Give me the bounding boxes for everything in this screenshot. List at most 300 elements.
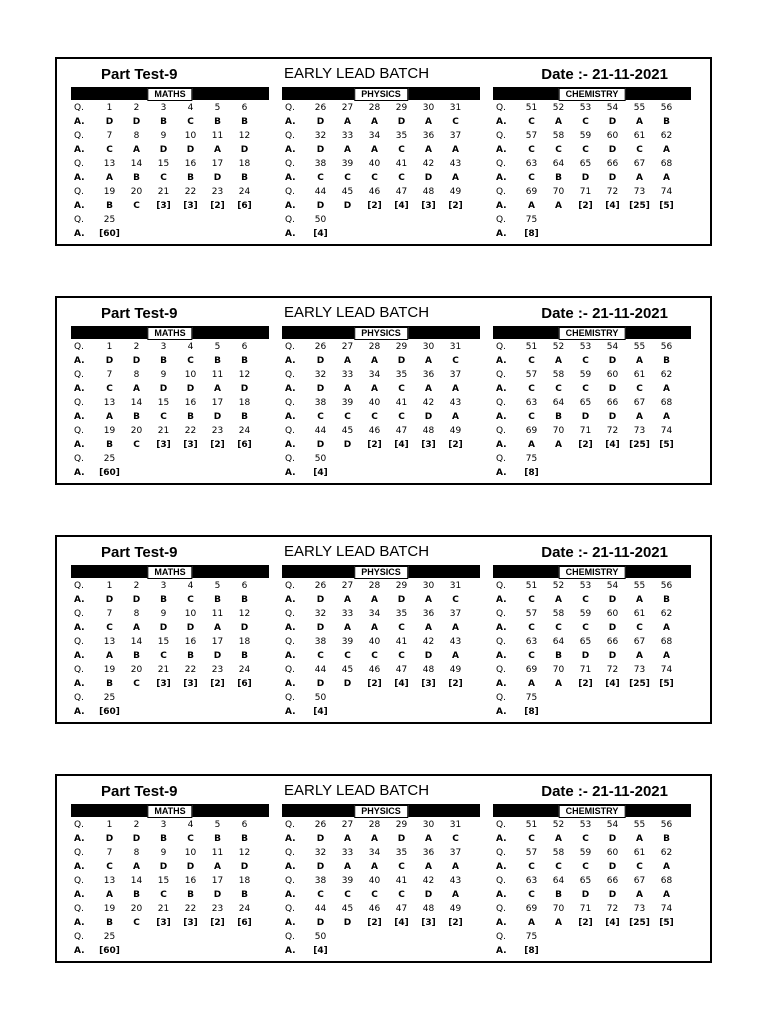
question-number-cell: 17 (211, 159, 224, 169)
row-label: A. (496, 595, 507, 605)
answer-cell: D (316, 440, 325, 450)
answer-cell: [60] (99, 707, 120, 717)
question-number-cell: 40 (368, 876, 381, 886)
question-row (282, 157, 469, 171)
answer-cell: [2] (448, 201, 463, 211)
answer-cell: A (371, 117, 378, 127)
answer-cell: B (106, 918, 113, 928)
question-number-cell: 52 (552, 342, 565, 352)
answer-cell: A (344, 862, 351, 872)
answer-cell: A (371, 384, 378, 394)
answer-table (282, 101, 469, 241)
question-number-cell: 36 (422, 370, 435, 380)
answer-cell: A (452, 890, 459, 900)
answer-cell: [4] (394, 918, 409, 928)
answer-cell: B (241, 595, 248, 605)
answer-cell: [3] (156, 201, 171, 211)
question-number-cell: 18 (238, 398, 251, 408)
answer-row (282, 171, 469, 185)
answer-cell: A (452, 145, 459, 155)
question-number-cell: 18 (238, 637, 251, 647)
row-label: Q. (496, 665, 506, 675)
answer-cell: D (397, 595, 406, 605)
question-number-cell: 13 (103, 159, 116, 169)
row-label: A. (74, 623, 85, 633)
section-label: MATHS (147, 566, 192, 579)
question-number-cell: 69 (525, 904, 538, 914)
question-number-cell: 12 (238, 131, 251, 141)
question-number-cell (334, 452, 361, 466)
question-row (493, 930, 680, 944)
answer-cell: A (425, 623, 432, 633)
question-number-cell (177, 930, 204, 944)
question-number-cell: 73 (633, 665, 646, 675)
question-number-cell (599, 452, 626, 466)
question-number-cell: 20 (130, 187, 143, 197)
question-number-cell: 46 (368, 187, 381, 197)
question-number-cell: 38 (314, 398, 327, 408)
question-number-cell (388, 691, 415, 705)
answer-cell (545, 944, 572, 958)
question-row (493, 101, 680, 115)
answer-cell (177, 466, 204, 480)
question-number-cell: 30 (422, 103, 435, 113)
answer-cell: A (555, 201, 562, 211)
answer-cell: C (582, 862, 589, 872)
answer-cell: D (316, 201, 325, 211)
question-number-cell: 40 (368, 398, 381, 408)
answer-cell: [3] (421, 679, 436, 689)
question-number-cell: 43 (449, 159, 462, 169)
answer-cell: C (398, 412, 405, 422)
answer-cell: B (241, 651, 248, 661)
question-number-cell: 70 (552, 904, 565, 914)
question-number-cell: 38 (314, 159, 327, 169)
answer-cell: A (371, 145, 378, 155)
answer-cell (599, 705, 626, 719)
question-number-cell: 16 (184, 159, 197, 169)
answer-cell: A (425, 834, 432, 844)
question-number-cell: 75 (525, 454, 538, 464)
answer-cell (150, 466, 177, 480)
answer-cell (599, 944, 626, 958)
question-number-cell: 58 (552, 370, 565, 380)
question-number-cell: 44 (314, 904, 327, 914)
row-label: Q. (496, 609, 506, 619)
answer-cell: B (160, 356, 167, 366)
answer-row (493, 705, 680, 719)
answer-row (282, 382, 469, 396)
answer-cell: A (133, 384, 140, 394)
question-number-cell: 26 (314, 820, 327, 830)
question-number-cell: 48 (422, 904, 435, 914)
answer-row (282, 621, 469, 635)
answer-row (282, 593, 469, 607)
question-number-cell (653, 691, 680, 705)
question-number-cell: 44 (314, 426, 327, 436)
question-number-cell: 59 (579, 131, 592, 141)
question-number-cell: 41 (395, 398, 408, 408)
question-number-cell: 47 (395, 904, 408, 914)
question-number-cell: 41 (395, 637, 408, 647)
row-label: A. (74, 862, 85, 872)
question-number-cell: 50 (314, 215, 327, 225)
answer-cell: D (316, 384, 325, 394)
question-row (493, 129, 680, 143)
question-number-cell (150, 213, 177, 227)
row-label: A. (496, 468, 507, 478)
row-label: Q. (496, 693, 506, 703)
question-number-cell: 30 (422, 820, 435, 830)
answer-cell: C (398, 862, 405, 872)
question-number-cell: 47 (395, 187, 408, 197)
question-number-cell: 55 (633, 103, 646, 113)
answer-cell: C (636, 623, 643, 633)
answer-cell: B (241, 117, 248, 127)
question-number-cell: 10 (184, 131, 197, 141)
question-row (71, 396, 258, 410)
answer-cell: B (663, 595, 670, 605)
question-row (493, 452, 680, 466)
row-label: A. (496, 918, 507, 928)
question-number-cell (150, 691, 177, 705)
question-number-cell: 29 (395, 581, 408, 591)
answer-cell: A (371, 862, 378, 872)
answer-row (282, 466, 469, 480)
question-number-cell: 72 (606, 187, 619, 197)
question-number-cell: 28 (368, 581, 381, 591)
question-number-cell (388, 213, 415, 227)
answer-cell: [2] (448, 679, 463, 689)
row-label: Q. (74, 932, 84, 942)
answer-cell: C (398, 145, 405, 155)
answer-cell: D (316, 623, 325, 633)
question-number-cell: 35 (395, 609, 408, 619)
answer-cell: A (452, 651, 459, 661)
question-number-cell: 42 (422, 637, 435, 647)
answer-cell (388, 705, 415, 719)
answer-cell: [4] (313, 707, 328, 717)
answer-cell: A (555, 356, 562, 366)
answer-cell: D (159, 145, 168, 155)
question-number-cell: 24 (238, 187, 251, 197)
question-number-cell: 34 (368, 131, 381, 141)
question-number-cell: 62 (660, 131, 673, 141)
question-number-cell: 16 (184, 876, 197, 886)
question-number-cell: 36 (422, 848, 435, 858)
answer-cell: D (608, 623, 617, 633)
section-physics (282, 804, 480, 958)
question-number-cell (204, 691, 231, 705)
answer-cell: C (582, 117, 589, 127)
row-label: A. (285, 145, 296, 155)
answer-cell: A (344, 356, 351, 366)
answer-cell: D (105, 595, 114, 605)
answer-cell (123, 227, 150, 241)
answer-cell: B (106, 440, 113, 450)
answer-cell: [4] (394, 440, 409, 450)
question-number-cell: 12 (238, 609, 251, 619)
row-label: A. (496, 384, 507, 394)
answer-cell: C (582, 356, 589, 366)
section-label: CHEMISTRY (559, 805, 626, 818)
section-label: PHYSICS (354, 327, 408, 340)
row-label: A. (74, 834, 85, 844)
question-number-cell: 47 (395, 426, 408, 436)
question-row (282, 930, 469, 944)
answer-cell: [3] (156, 679, 171, 689)
answer-cell (123, 466, 150, 480)
answer-row (493, 143, 680, 157)
question-number-cell: 14 (130, 398, 143, 408)
question-number-cell: 35 (395, 370, 408, 380)
question-number-cell (653, 213, 680, 227)
row-label: Q. (74, 904, 84, 914)
answer-cell: D (316, 834, 325, 844)
answer-cell (231, 944, 258, 958)
answer-cell: A (106, 890, 113, 900)
question-number-cell (204, 930, 231, 944)
question-row (282, 452, 469, 466)
row-label: Q. (74, 693, 84, 703)
answer-row (71, 860, 258, 874)
answer-row (71, 705, 258, 719)
answer-cell: D (608, 862, 617, 872)
question-row (493, 185, 680, 199)
answer-cell: C (555, 145, 562, 155)
answer-cell (442, 705, 469, 719)
answer-cell: D (213, 890, 222, 900)
answer-cell: A (636, 356, 643, 366)
answer-cell: D (186, 145, 195, 155)
question-row (493, 157, 680, 171)
question-number-cell (123, 691, 150, 705)
question-number-cell (626, 452, 653, 466)
question-number-cell: 68 (660, 637, 673, 647)
question-number-cell: 59 (579, 370, 592, 380)
answer-cell: [2] (210, 918, 225, 928)
row-label: Q. (74, 187, 84, 197)
question-row (71, 607, 258, 621)
question-number-cell: 45 (341, 426, 354, 436)
answer-cell: A (371, 595, 378, 605)
card-header (57, 541, 710, 563)
answer-cell (150, 944, 177, 958)
question-row (282, 185, 469, 199)
question-row (71, 129, 258, 143)
question-number-cell: 13 (103, 398, 116, 408)
answer-cell: A (344, 384, 351, 394)
answer-cell: [2] (578, 201, 593, 211)
answer-row (71, 199, 258, 213)
answer-key-card (55, 296, 712, 485)
answer-cell: B (214, 117, 221, 127)
question-number-cell (123, 452, 150, 466)
question-number-cell: 6 (241, 103, 248, 113)
question-number-cell: 68 (660, 876, 673, 886)
question-number-cell: 29 (395, 820, 408, 830)
question-row (71, 930, 258, 944)
answer-cell (626, 944, 653, 958)
answer-cell: [8] (524, 946, 539, 956)
question-number-cell: 21 (157, 426, 170, 436)
question-number-cell: 26 (314, 103, 327, 113)
answer-cell: C (582, 623, 589, 633)
question-row (71, 340, 258, 354)
question-number-cell: 65 (579, 398, 592, 408)
answer-cell: D (608, 145, 617, 155)
question-number-cell: 73 (633, 426, 646, 436)
row-label: Q. (74, 342, 84, 352)
answer-cell: A (371, 834, 378, 844)
section-physics (282, 326, 480, 480)
question-number-cell: 28 (368, 103, 381, 113)
answer-cell: D (581, 412, 590, 422)
answer-row (282, 649, 469, 663)
answer-cell (572, 944, 599, 958)
answer-row (282, 354, 469, 368)
answer-cell (415, 227, 442, 241)
answer-cell: D (316, 862, 325, 872)
answer-row (493, 382, 680, 396)
answer-cell: D (213, 412, 222, 422)
answer-row (282, 677, 469, 691)
question-number-cell: 34 (368, 370, 381, 380)
row-label: Q. (496, 215, 506, 225)
answer-cell: A (452, 623, 459, 633)
answer-cell: [25] (629, 918, 650, 928)
answer-table (282, 340, 469, 480)
answer-cell (231, 466, 258, 480)
row-label: Q. (285, 131, 295, 141)
question-number-cell (599, 213, 626, 227)
answer-table (493, 101, 680, 241)
question-number-cell: 29 (395, 342, 408, 352)
row-label: A. (74, 145, 85, 155)
question-number-cell: 25 (103, 454, 116, 464)
question-number-cell: 39 (341, 159, 354, 169)
question-number-cell: 55 (633, 581, 646, 591)
question-row (71, 452, 258, 466)
question-number-cell: 10 (184, 370, 197, 380)
answer-cell: D (424, 412, 433, 422)
row-label: A. (496, 356, 507, 366)
question-number-cell: 52 (552, 581, 565, 591)
question-number-cell: 53 (579, 103, 592, 113)
question-number-cell (545, 930, 572, 944)
question-number-cell: 44 (314, 665, 327, 675)
question-number-cell: 37 (449, 848, 462, 858)
row-label: Q. (496, 131, 506, 141)
answer-cell: C (317, 651, 324, 661)
answer-row (493, 115, 680, 129)
answer-cell: B (187, 412, 194, 422)
answer-cell: D (581, 890, 590, 900)
question-number-cell (572, 213, 599, 227)
question-number-cell: 6 (241, 342, 248, 352)
answer-cell: C (187, 595, 194, 605)
answer-cell: C (133, 679, 140, 689)
question-number-cell (388, 452, 415, 466)
question-number-cell: 23 (211, 665, 224, 675)
answer-cell: [60] (99, 946, 120, 956)
row-label: Q. (285, 904, 295, 914)
question-number-cell: 70 (552, 426, 565, 436)
answer-cell: [4] (605, 918, 620, 928)
question-number-cell: 65 (579, 637, 592, 647)
answer-row (493, 227, 680, 241)
question-number-cell: 44 (314, 187, 327, 197)
answer-cell (150, 227, 177, 241)
answer-cell: A (214, 623, 221, 633)
section-label: CHEMISTRY (559, 327, 626, 340)
question-number-cell: 58 (552, 131, 565, 141)
answer-cell: [3] (156, 440, 171, 450)
answer-cell: A (452, 412, 459, 422)
question-number-cell: 45 (341, 665, 354, 675)
answer-cell: [4] (313, 946, 328, 956)
question-number-cell: 65 (579, 159, 592, 169)
question-number-cell: 62 (660, 370, 673, 380)
answer-cell: C (582, 145, 589, 155)
answer-cell: B (133, 412, 140, 422)
question-number-cell: 25 (103, 693, 116, 703)
answer-cell (123, 705, 150, 719)
answer-cell: A (344, 117, 351, 127)
question-row (282, 607, 469, 621)
section-maths (71, 565, 269, 719)
row-label: Q. (285, 609, 295, 619)
answer-row (493, 832, 680, 846)
answer-row (493, 649, 680, 663)
answer-cell: A (636, 651, 643, 661)
answer-row (282, 410, 469, 424)
answer-cell: B (241, 890, 248, 900)
answer-cell: D (608, 890, 617, 900)
answer-cell: A (528, 201, 535, 211)
answer-cell: [3] (183, 440, 198, 450)
question-number-cell: 63 (525, 876, 538, 886)
answer-cell: B (663, 117, 670, 127)
answer-cell: B (241, 173, 248, 183)
row-label: A. (74, 229, 85, 239)
question-number-cell: 72 (606, 665, 619, 675)
question-number-cell: 51 (525, 581, 538, 591)
answer-cell: D (397, 117, 406, 127)
question-number-cell: 19 (103, 187, 116, 197)
section-header-bar (493, 565, 691, 578)
question-number-cell: 33 (341, 848, 354, 858)
row-label: Q. (285, 426, 295, 436)
question-number-cell: 55 (633, 820, 646, 830)
question-number-cell: 43 (449, 876, 462, 886)
row-label: A. (74, 595, 85, 605)
answer-cell: A (214, 862, 221, 872)
section-label: PHYSICS (354, 566, 408, 579)
answer-row (71, 649, 258, 663)
test-title: Part Test-9 (101, 783, 178, 800)
answer-cell (231, 705, 258, 719)
question-number-cell: 33 (341, 131, 354, 141)
question-row (282, 396, 469, 410)
question-number-cell: 35 (395, 131, 408, 141)
answer-cell: C (317, 173, 324, 183)
question-number-cell (415, 930, 442, 944)
answer-cell (361, 944, 388, 958)
answer-cell: [2] (448, 440, 463, 450)
answer-cell: D (132, 117, 141, 127)
question-number-cell: 7 (106, 609, 113, 619)
